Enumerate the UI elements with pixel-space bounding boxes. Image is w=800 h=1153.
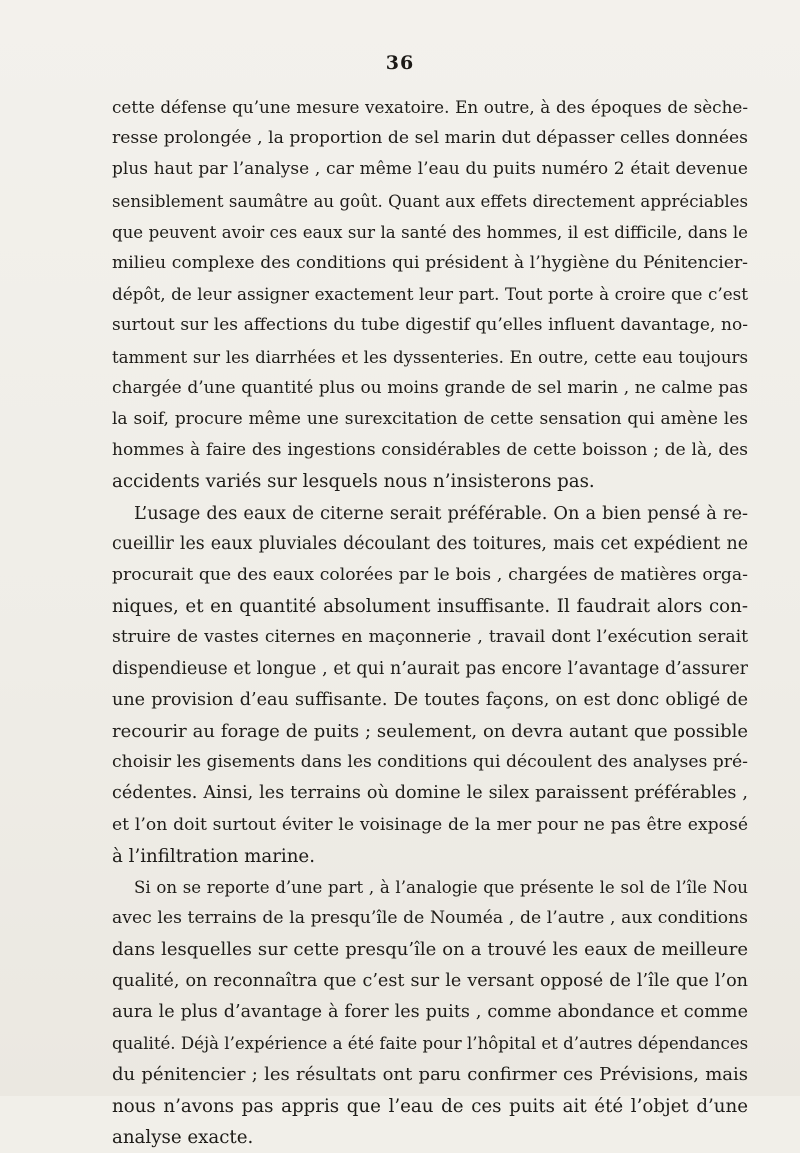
text-line: cédentes. Ainsi, les terrains où domine le silex paraissent préférables , xyxy=(112,783,748,804)
text-line: milieu complexe des conditions qui président à l’hygiène du Pénitencier- xyxy=(112,253,748,274)
text-line: hommes à faire des ingestions considérables de cette boisson ; de là, des xyxy=(112,440,748,461)
text-line: dépôt, de leur assigner exactement leur part. Tout porte à croire que c’est xyxy=(112,284,748,305)
text-line: la soif, procure même une surexcitation de cette sensation qui amène les xyxy=(112,409,748,430)
text-line: qualité. Déjà l’expérience a été faite pour l’hôpital et d’autres dépendances xyxy=(112,1034,749,1054)
text-line: aura le plus d’avantage à forer les puits , comme abondance et comme xyxy=(112,1001,748,1022)
text-line: struire de vastes citernes en maçonnerie , travail dont l’exécution serait xyxy=(112,627,748,648)
text-line: du pénitencier ; les résultats ont paru confirmer ces Prévisions, mais xyxy=(112,1064,748,1086)
text-line: surtout sur les affections du tube digestif qu’elles influent davantage, no- xyxy=(112,315,748,336)
text-line: plus haut par l’analyse , car même l’eau du puits numéro 2 était devenue xyxy=(112,159,748,180)
text-line: et l’on doit surtout éviter le voisinage de la mer pour ne pas être exposé xyxy=(112,814,748,835)
text-line: resse prolongée , la proportion de sel marin dut dépasser celles données xyxy=(112,128,748,149)
text-line: choisir les gisements dans les conditions qui découlent des analyses pré- xyxy=(112,752,748,773)
text-line: dans lesquelles sur cette presqu’île on a trouvé les eaux de meilleure xyxy=(112,939,748,961)
text-line: recourir au forage de puits ; seulement, on devra autant que possible xyxy=(112,721,748,743)
body-text xyxy=(112,92,748,1153)
text-line: L’usage des eaux de citerne serait préférable. On a bien pensé à re- xyxy=(134,502,748,524)
text-line: avec les terrains de la presqu’île de Nouméa , de l’autre , aux conditions xyxy=(112,908,748,929)
text-line: cette défense qu’une mesure vexatoire. En outre, à des époques de sèche- xyxy=(112,97,748,117)
text-line: niques, et en quantité absolument insuffisante. Il faudrait alors con- xyxy=(112,596,748,618)
text-line: qualité, on reconnaîtra que c’est sur le versant opposé de l’île que l’on xyxy=(112,970,748,991)
text-line: sensiblement saumâtre au goût. Quant aux effets directement appréciables xyxy=(112,191,748,211)
text-line: à l’infiltration marine. xyxy=(112,845,315,867)
text-line: Si on se reporte d’une part , à l’analogie que présente le sol de l’île Nou xyxy=(134,878,748,898)
page-number: 36 xyxy=(385,52,415,74)
text-line: procurait que des eaux colorées par le bois , chargées de matières orga- xyxy=(112,565,748,586)
text-line: tamment sur les diarrhées et les dyssenteries. En outre, cette eau toujours xyxy=(112,347,748,367)
text-line: que peuvent avoir ces eaux sur la santé des hommes, il est difficile, dans le xyxy=(112,222,748,242)
text-line: dispendieuse et longue , et qui n’aurait pas encore l’avantage d’assurer xyxy=(112,658,748,679)
text-line: nous n’avons pas appris que l’eau de ces puits ait été l’objet d’une xyxy=(112,1095,748,1117)
text-line: une provision d’eau suffisante. De toutes façons, on est donc obligé de xyxy=(112,689,748,710)
text-line: chargée d’une quantité plus ou moins grande de sel marin , ne calme pas xyxy=(112,377,748,398)
text-line: accidents variés sur lesquels nous n’insisterons pas. xyxy=(112,471,595,493)
text-line: cueillir les eaux pluviales découlant des toitures, mais cet expédient ne xyxy=(112,533,748,554)
text-line: analyse exacte. xyxy=(112,1126,254,1148)
